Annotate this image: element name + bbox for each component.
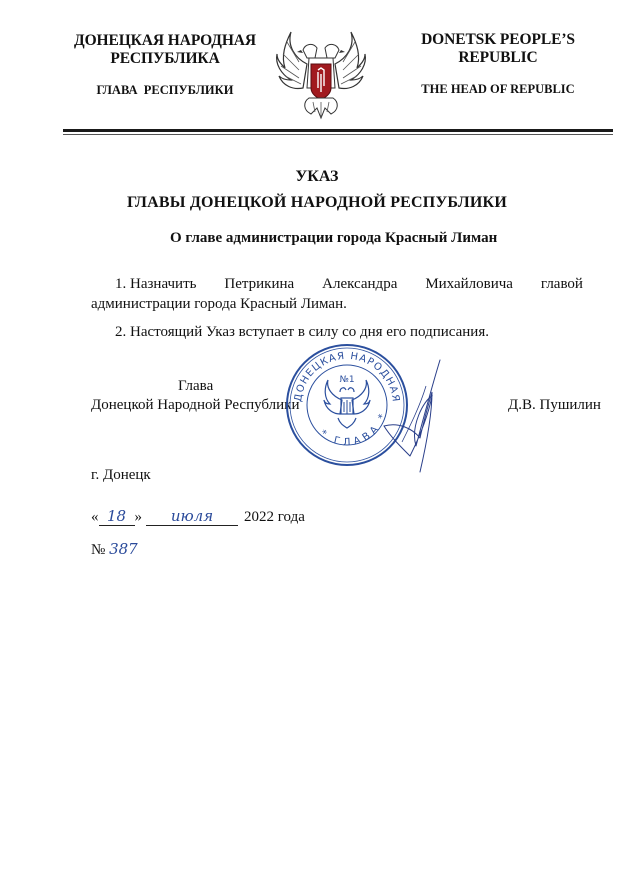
signatory-title-line1: Глава (178, 378, 214, 394)
svg-text:ДОНЕЦКАЯ НАРОДНАЯ РЕСПУБЛИКА: ДОНЕЦКАЯ НАРОДНАЯ (292, 350, 402, 404)
paragraph-1-word: 1. Назначить (115, 276, 197, 292)
number-value-handwritten: 387 (109, 540, 138, 558)
paragraph-1-word: главой (540, 276, 583, 292)
paragraph-1-line-2: администрации города Красный Лиман. (91, 296, 347, 312)
document-subject: О главе администрации города Красный Лиман (170, 230, 498, 246)
paragraph-1-line-1 (115, 276, 583, 293)
paragraph-1-word: Петрикина (224, 276, 295, 292)
date-year: 2022 года (244, 509, 305, 525)
document-issuer: ГЛАВЫ ДОНЕЦКОЙ НАРОДНОЙ РЕСПУБЛИКИ (127, 194, 507, 211)
letterhead-right-line2: REPUBLIC (458, 49, 538, 66)
svg-text:* ГЛАВА *: * ГЛАВА * (317, 409, 390, 449)
date-close-quote: » (134, 509, 142, 525)
decree-number (91, 540, 138, 559)
paragraph-2: 2. Настоящий Указ вступает в силу со дня его подписания. (115, 324, 489, 340)
coat-of-arms-icon (273, 28, 369, 122)
issue-date (91, 507, 305, 526)
letterhead-left-line2: РЕСПУБЛИКА (110, 50, 220, 67)
signatory-name: Д.В. Пушилин (508, 397, 601, 413)
number-label: № (91, 542, 106, 558)
date-month-handwritten: июля (146, 507, 238, 526)
date-day-handwritten: 18 (99, 507, 135, 526)
paragraph-1-word: Александра (322, 276, 398, 292)
document-type: УКАЗ (295, 168, 339, 185)
letterhead-left (60, 32, 270, 68)
letterhead-right-sub: THE HEAD OF REPUBLIC (421, 82, 575, 96)
letterhead-divider-thick (63, 129, 613, 132)
issue-city: г. Донецк (91, 467, 151, 483)
paragraph-1-word: Михайловича (425, 276, 513, 292)
letterhead-right (398, 31, 598, 67)
svg-text:№1: №1 (339, 375, 355, 385)
handwritten-signature-icon (380, 356, 460, 476)
signatory-title-line2: Донецкой Народной Республики (91, 397, 300, 413)
letterhead-right-line1: DONETSK PEOPLE’S (421, 31, 575, 48)
letterhead-left-line1: ДОНЕЦКАЯ НАРОДНАЯ (74, 32, 256, 49)
date-open-quote: « (91, 509, 99, 525)
letterhead-left-sub: ГЛАВА РЕСПУБЛИКИ (96, 83, 234, 97)
letterhead-divider-thin (63, 134, 613, 135)
